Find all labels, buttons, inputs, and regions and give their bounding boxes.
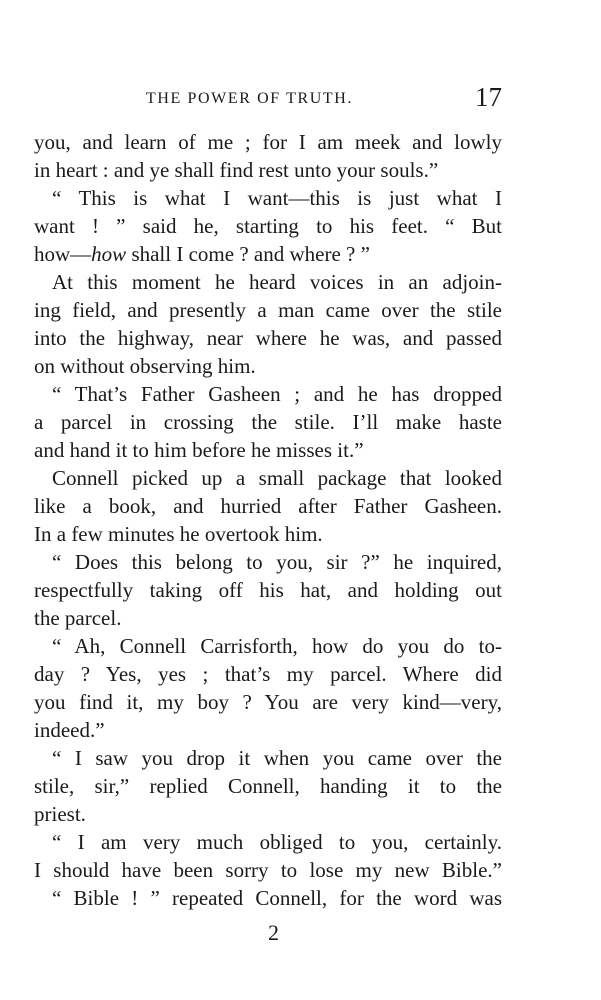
text-line: In a few minutes he overtook him. bbox=[34, 522, 323, 546]
text-line: you, and learn of me ; for I am meek and lowly bbox=[34, 130, 502, 154]
text-line: and hand it to him before he misses it.” bbox=[34, 438, 364, 462]
text-line: a parcel in crossing the stile. I’ll make haste bbox=[34, 410, 502, 434]
text-line: respectfully taking off his hat, and holding out bbox=[34, 578, 502, 602]
body-text bbox=[34, 128, 502, 912]
text-line: “ Ah, Connell Carrisforth, how do you do to- bbox=[52, 634, 502, 658]
text-line bbox=[34, 240, 502, 268]
text-line: you find it, my boy ? You are very kind—very, bbox=[34, 690, 502, 714]
text-line-after-italic: shall I come ? and where ? ” bbox=[126, 242, 370, 266]
page-header bbox=[34, 84, 502, 118]
page-number: 17 bbox=[475, 82, 502, 112]
text-line: “ I saw you drop it when you came over the bbox=[52, 746, 502, 770]
running-title: THE POWER OF TRUTH. bbox=[146, 90, 353, 107]
signature-mark-text: 2 bbox=[268, 920, 279, 945]
text-line: stile, sir,” replied Connell, handing it to the bbox=[34, 774, 502, 798]
text-line: on without observing him. bbox=[34, 354, 256, 378]
text-line: the parcel. bbox=[34, 606, 122, 630]
text-line: Connell picked up a small package that looked bbox=[52, 466, 502, 490]
text-line: I should have been sorry to lose my new Bible.” bbox=[34, 858, 502, 882]
text-line: “ Does this belong to you, sir ?” he inquired, bbox=[52, 550, 502, 574]
text-line: like a book, and hurried after Father Gasheen. bbox=[34, 494, 502, 518]
text-line: “ I am very much obliged to you, certainly. bbox=[52, 830, 502, 854]
text-line: priest. bbox=[34, 802, 86, 826]
text-line: “ Bible ! ” repeated Connell, for the word was bbox=[52, 886, 502, 910]
text-line: “ That’s Father Gasheen ; and he has dropped bbox=[52, 382, 502, 406]
text-line: want ! ” said he, starting to his feet. “ But bbox=[34, 214, 502, 238]
text-line: into the highway, near where he was, and passed bbox=[34, 326, 502, 350]
text-line: in heart : and ye shall find rest unto your souls.” bbox=[34, 158, 439, 182]
text-line: indeed.” bbox=[34, 718, 105, 742]
text-line: At this moment he heard voices in an adjoin- bbox=[52, 270, 502, 294]
text-line: day ? Yes, yes ; that’s my parcel. Where did bbox=[34, 662, 502, 686]
italic-word: how bbox=[91, 242, 127, 266]
text-line: ing field, and presently a man came over the stile bbox=[34, 298, 502, 322]
signature-mark bbox=[0, 920, 601, 946]
text-line-before-italic: how— bbox=[34, 242, 92, 266]
text-line: “ This is what I want—this is just what I bbox=[52, 186, 502, 210]
